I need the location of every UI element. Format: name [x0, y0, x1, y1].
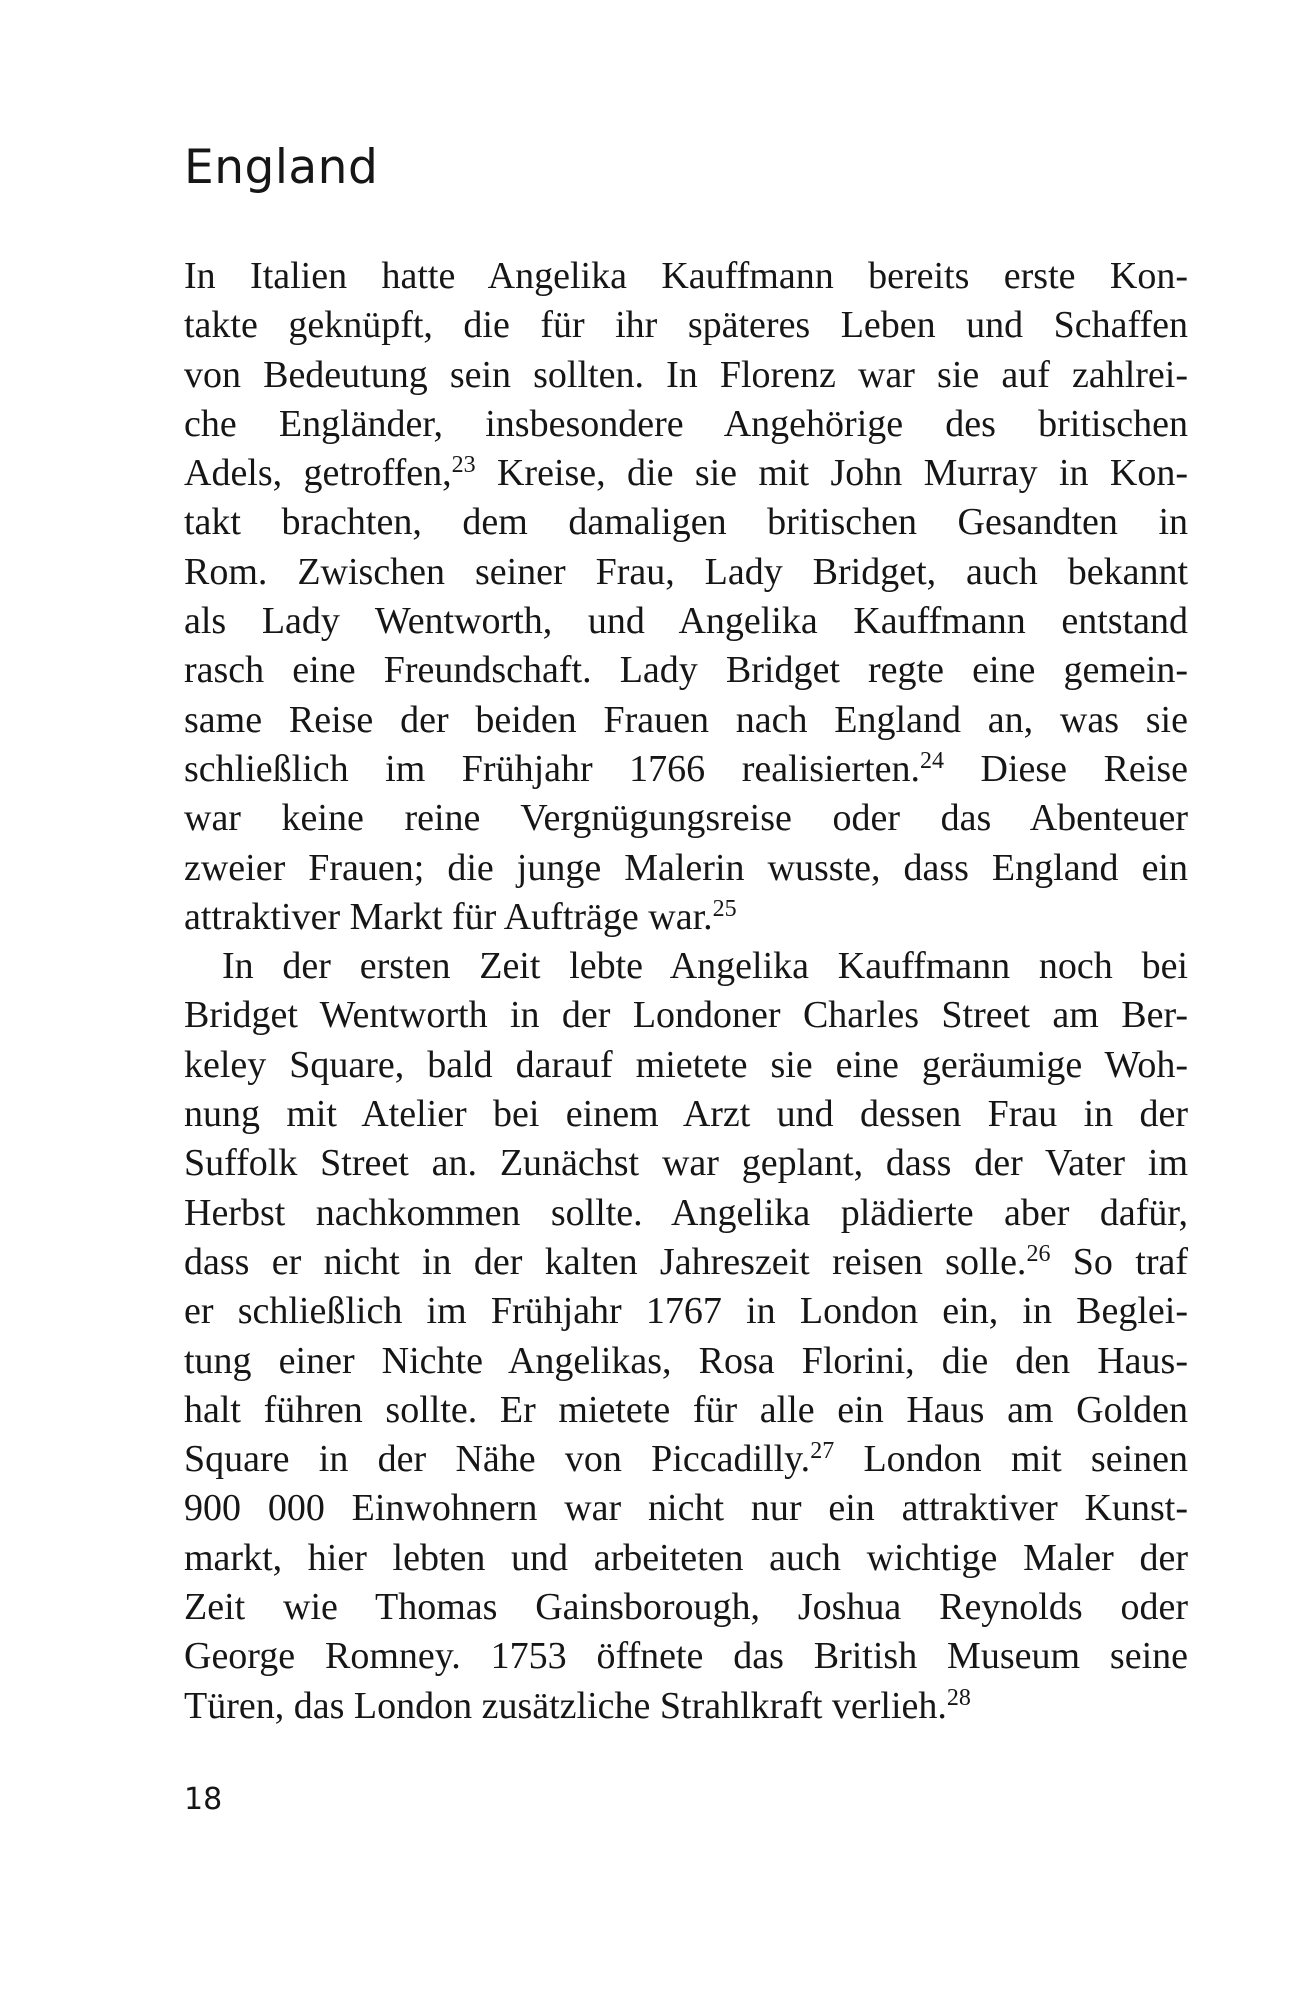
text-line	[184, 449, 1188, 498]
footnote-reference: 23	[451, 452, 476, 479]
text-segment: Türen, das London zusätzliche Strahlkraft verlieh.	[184, 1684, 947, 1727]
text-segment: markt, hier lebten und arbeiteten auch wichtige Maler der	[184, 1536, 1188, 1579]
text-line	[184, 942, 1188, 991]
text-line	[184, 991, 1188, 1040]
text-segment: same Reise der beiden Frauen nach England an, was sie	[184, 698, 1188, 741]
text-line	[184, 893, 1188, 942]
text-line	[184, 1682, 1188, 1731]
text-segment: In Italien hatte Angelika Kauffmann bereits erste Kon-	[184, 255, 1188, 297]
text-line	[184, 1287, 1188, 1336]
footnote-reference: 27	[810, 1438, 835, 1465]
text-line	[184, 301, 1188, 350]
text-segment: nung mit Atelier bei einem Arzt und dessen Frau in der	[184, 1093, 1188, 1136]
page-number: 18	[184, 1782, 223, 1817]
text-line	[184, 1238, 1188, 1287]
text-segment: als Lady Wentworth, und Angelika Kauffmann entstand	[184, 600, 1188, 643]
footnote-reference: 26	[1026, 1240, 1051, 1267]
text-segment: attraktiver Markt für Aufträge war.	[184, 895, 713, 938]
text-segment: Square in der Nähe von Piccadilly.	[184, 1438, 811, 1481]
text-segment: Kreise, die sie mit John Murray in Kon-	[475, 452, 1188, 495]
text-line	[184, 597, 1188, 646]
text-segment: Adels, getroffen,	[184, 452, 452, 495]
text-line	[184, 844, 1188, 893]
text-segment: Zeit wie Thomas Gainsborough, Joshua Reynolds oder	[184, 1586, 1188, 1629]
text-segment: che Engländer, insbesondere Angehörige des britischen	[184, 402, 1188, 445]
text-line	[184, 1632, 1188, 1681]
text-line	[184, 696, 1188, 745]
text-segment: halt führen sollte. Er mietete für alle ein Haus am Golden	[184, 1388, 1188, 1431]
text-line	[184, 646, 1188, 695]
text-segment: In der ersten Zeit lebte Angelika Kauffmann noch bei	[222, 945, 1188, 988]
body-text	[184, 252, 1188, 1731]
text-segment: zweier Frauen; die junge Malerin wusste, dass England ein	[184, 846, 1188, 889]
text-segment: George Romney. 1753 öffnete das British Museum seine	[184, 1635, 1188, 1678]
text-segment: Herbst nachkommen sollte. Angelika plädierte aber dafür,	[184, 1191, 1188, 1234]
text-segment: takt brachten, dem damaligen britischen Gesandten in	[184, 501, 1188, 544]
text-line	[184, 1534, 1188, 1583]
text-line	[184, 794, 1188, 843]
text-line	[184, 1041, 1188, 1090]
text-line	[184, 1337, 1188, 1386]
text-segment: Suffolk Street an. Zunächst war geplant, dass der Vater im	[184, 1142, 1188, 1185]
text-segment: dass er nicht in der kalten Jahreszeit reisen solle.	[184, 1240, 1027, 1283]
text-segment: war keine reine Vergnügungsreise oder das Abenteuer	[184, 797, 1188, 840]
footnote-reference: 24	[920, 747, 944, 774]
text-segment: Bridget Wentworth in der Londoner Charles Street am Ber-	[184, 994, 1188, 1037]
text-line	[184, 1090, 1188, 1139]
text-segment: Rom. Zwischen seiner Frau, Lady Bridget, auch bekannt	[184, 550, 1188, 593]
text-line	[184, 1189, 1188, 1238]
text-line	[184, 498, 1188, 547]
chapter-heading: England	[184, 140, 379, 195]
text-line	[184, 1484, 1188, 1533]
text-segment: So traf	[1050, 1240, 1188, 1283]
text-line	[184, 252, 1188, 301]
text-segment: tung einer Nichte Angelikas, Rosa Florini, die den Haus-	[184, 1339, 1188, 1382]
text-segment: 900 000 Einwohnern war nicht nur ein attraktiver Kunst-	[184, 1487, 1188, 1530]
text-segment: keley Square, bald darauf mietete sie eine geräumige Woh-	[184, 1043, 1188, 1086]
text-line	[184, 1583, 1188, 1632]
text-segment: takte geknüpft, die für ihr späteres Leben und Schaffen	[184, 304, 1188, 347]
text-line	[184, 351, 1188, 400]
footnote-reference: 28	[946, 1684, 971, 1711]
text-line	[184, 400, 1188, 449]
text-segment: rasch eine Freundschaft. Lady Bridget regte eine gemein-	[184, 649, 1188, 692]
text-segment: Diese Reise	[944, 747, 1188, 790]
text-line	[184, 745, 1188, 794]
text-line	[184, 1435, 1188, 1484]
text-segment: er schließlich im Frühjahr 1767 in London ein, in Beglei-	[184, 1290, 1188, 1333]
text-line	[184, 548, 1188, 597]
footnote-reference: 25	[712, 895, 737, 922]
text-line	[184, 1386, 1188, 1435]
text-line	[184, 1139, 1188, 1188]
text-segment: von Bedeutung sein sollten. In Florenz war sie auf zahlrei-	[184, 353, 1188, 396]
text-segment: schließlich im Frühjahr 1766 realisierten.	[184, 747, 920, 790]
text-segment: London mit seinen	[834, 1438, 1188, 1481]
